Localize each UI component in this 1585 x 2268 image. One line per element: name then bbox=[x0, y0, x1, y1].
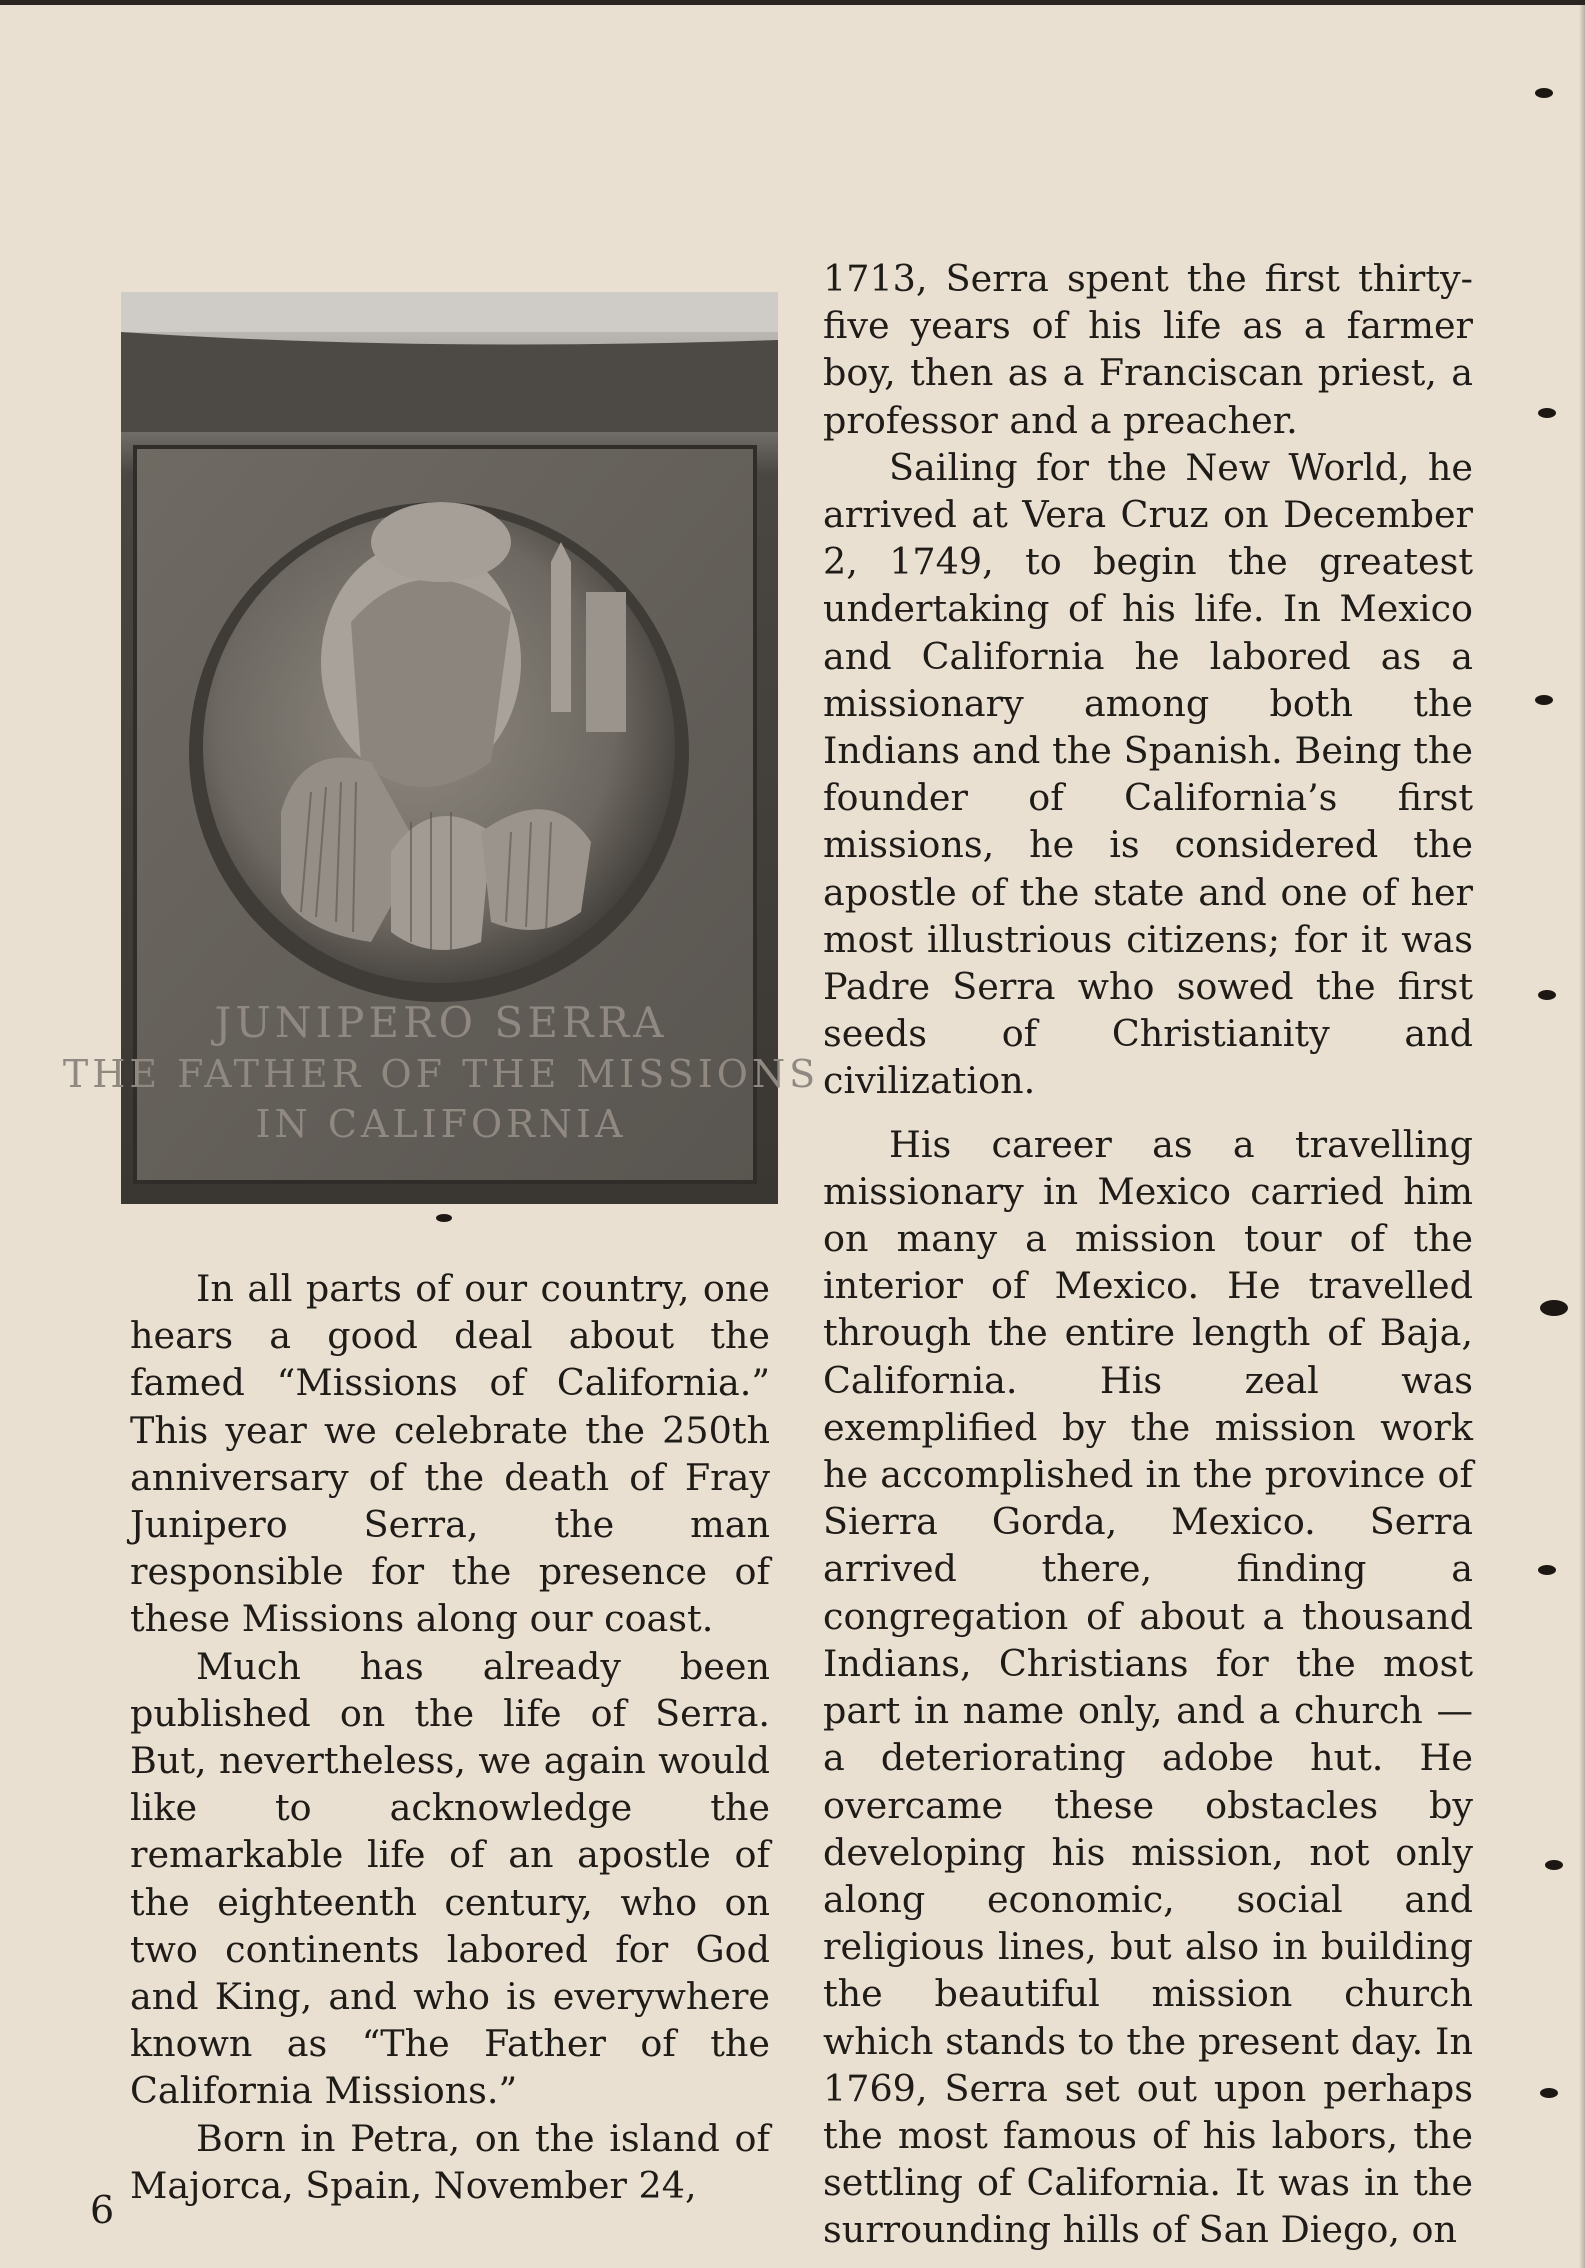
paragraph: In all parts of our country, one hears a good deal about the famed “Missions of California.” This year we celebrate the 250th anniversary of the death of Fray Junipero Serra, the man responsible for the presence of these Missions along our coast. bbox=[130, 1267, 770, 1641]
punch-mark bbox=[1545, 1860, 1563, 1870]
paragraph: Much has already been published on the life of Serra. But, nevertheless, we again would like to acknowledge the remarkable life of an apostle of the eighteenth century, who on two continents labored for God and King, and who is everywhere known as “The Father of the California Missions.” bbox=[130, 1644, 770, 2113]
paragraph: His career as a travelling missionary in Mexico carried him on many a mission tour of the interior of Mexico. He travelled through the entire length of Baja, California. His zeal was exemplified by the mission work he accomplished in the province of Sierra Gorda, Mexico. Serra arrived there, finding a congregation of about a thousand Indians, Christians for the most part in name only, and a church — a deteriorating adobe hut. He overcame these obstacles by developing his mission, not only along economic, social and religious lines, but also in building the beautiful mission church which stands to the present day. In 1769, Serra set out upon perhaps the most famous of his labors, the settling of California. It was in the surrounding hills of San Diego, on bbox=[823, 1122, 1473, 2252]
right-text-column bbox=[823, 255, 1473, 2254]
punch-mark bbox=[1535, 88, 1553, 98]
page-edge-shadow bbox=[1579, 0, 1585, 2268]
inscription-line-2: THE FATHER OF THE MISSIONS bbox=[62, 1052, 820, 1096]
paragraph: Sailing for the New World, he arrived at Vera Cruz on December 2, 1749, to begin the greatest undertaking of his life. In Mexico and California he labored as a missionary among both the Indians and the Spanish. Being the founder of California’s first missions, he is considered the apostle of the state and one of her most illustrious citizens; for it was Padre Serra who sowed the first seeds of Christianity and civilization. bbox=[823, 445, 1473, 1103]
inscription-line-1: JUNIPERO SERRA bbox=[214, 998, 668, 1047]
punch-mark bbox=[1538, 408, 1556, 418]
relief-plaque-image bbox=[62, 292, 820, 1204]
top-edge-rule bbox=[0, 0, 1585, 5]
inscription-line-3: IN CALIFORNIA bbox=[255, 1102, 627, 1146]
punch-mark bbox=[1538, 1565, 1556, 1575]
punch-mark bbox=[1540, 2088, 1558, 2098]
paragraph: Born in Petra, on the island of Majorca, Spain, November 24, bbox=[130, 2116, 770, 2207]
punch-mark bbox=[1540, 1300, 1568, 1316]
left-text-column bbox=[130, 1265, 770, 2209]
punch-mark bbox=[1535, 695, 1553, 705]
page-number: 6 bbox=[90, 2188, 115, 2232]
relief-plaque-photo bbox=[62, 292, 820, 1204]
paragraph: 1713, Serra spent the first thirty-five years of his life as a farmer boy, then as a Franciscan priest, a professor and a preacher. bbox=[823, 257, 1473, 442]
punch-mark bbox=[1538, 990, 1556, 1000]
punch-mark bbox=[436, 1214, 452, 1222]
